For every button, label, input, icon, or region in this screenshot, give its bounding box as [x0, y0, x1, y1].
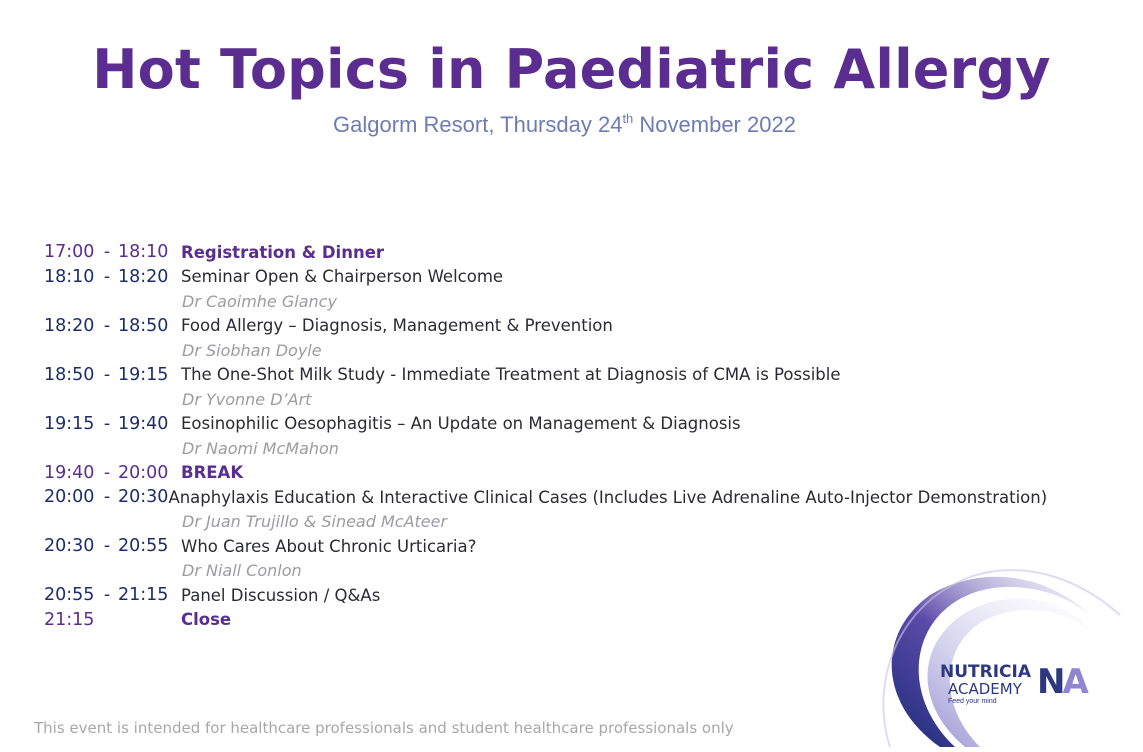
time-separator: - [103, 487, 111, 508]
start-time: 19:15 [44, 413, 95, 434]
page-title: Hot Topics in Paediatric Allergy [92, 38, 1051, 101]
logo-tagline: Feed your mind [948, 698, 997, 705]
end-time: 18:10 [118, 242, 169, 263]
speaker-row [44, 289, 1044, 314]
speaker-name: Dr Siobhan Doyle [182, 340, 322, 360]
end-time: 19:15 [118, 364, 169, 385]
nutricia-academy-logo [940, 663, 1086, 707]
end-time: 21:15 [118, 585, 169, 606]
speaker-row [44, 387, 1044, 412]
agenda-time [44, 365, 181, 385]
session-title: Close [181, 610, 232, 630]
session-title: Eosinophilic Oesophagitis – An Update on Management & Diagnosis [181, 414, 741, 434]
agenda-item [44, 363, 1044, 388]
session-title: Panel Discussion / Q&As [181, 585, 381, 605]
time-separator: - [103, 536, 111, 557]
agenda-item [44, 534, 1044, 559]
speaker-name: Dr Naomi McMahon [182, 438, 339, 458]
end-time: 19:40 [118, 413, 169, 434]
session-title: Registration & Dinner [181, 242, 385, 262]
session-title: Who Cares About Chronic Urticaria? [181, 536, 477, 556]
start-time: 20:30 [44, 536, 95, 557]
agenda-time [44, 610, 181, 630]
start-time: 18:20 [44, 315, 95, 336]
time-separator: - [103, 364, 111, 385]
speaker-row [44, 338, 1044, 363]
agenda-item [44, 461, 1044, 486]
agenda-item [44, 240, 1044, 265]
start-time: 19:40 [44, 462, 95, 483]
time-separator: - [103, 413, 111, 434]
speaker-name: Dr Niall Conlon [182, 561, 302, 581]
logo-wordmark-academy: ACADEMY [948, 680, 1022, 698]
start-time: 18:10 [44, 266, 95, 287]
speaker-name: Dr Yvonne D’Art [182, 389, 312, 409]
agenda-time [44, 242, 181, 262]
subtitle-ordinal: th [622, 111, 634, 126]
end-time: 20:55 [118, 536, 169, 557]
start-time: 20:00 [44, 487, 95, 508]
agenda-time [44, 463, 181, 483]
disclaimer: This event is intended for healthcare professionals and student healthcare professionals only [34, 719, 734, 737]
agenda-time [44, 316, 181, 336]
agenda-item [44, 314, 1044, 339]
agenda-time [44, 585, 181, 605]
session-title: Seminar Open & Chairperson Welcome [181, 267, 504, 287]
subtitle-venue-date: Galgorm Resort, Thursday 24 [333, 112, 623, 137]
agenda-time [44, 267, 181, 287]
session-title: Food Allergy – Diagnosis, Management & Prevention [181, 316, 613, 336]
start-time: 17:00 [44, 242, 95, 263]
start-time: 18:50 [44, 364, 95, 385]
event-subtitle [0, 112, 1129, 138]
time-separator: - [103, 585, 111, 606]
end-time: 20:30 [118, 487, 169, 508]
time-separator: - [103, 315, 111, 336]
agenda-item [44, 265, 1044, 290]
agenda-time [44, 414, 181, 434]
agenda-item [44, 485, 1048, 510]
speaker-name: Dr Caoimhe Glancy [182, 291, 337, 311]
session-title: The One-Shot Milk Study - Immediate Treatment at Diagnosis of CMA is Possible [181, 365, 841, 385]
speaker-row [44, 436, 1044, 461]
logo-wordmark-nutricia: NUTRICIA [940, 662, 1032, 682]
subtitle-month-year: November 2022 [633, 112, 796, 137]
time-separator: - [103, 266, 111, 287]
logo-monogram-icon: NA [1037, 662, 1086, 702]
time-separator: - [103, 242, 111, 263]
speaker-name: Dr Juan Trujillo & Sinead McAteer [182, 512, 448, 532]
logo-swirl [870, 565, 1143, 747]
session-title: BREAK [181, 463, 244, 483]
start-time: 20:55 [44, 585, 95, 606]
agenda-item [44, 412, 1044, 437]
session-title: Anaphylaxis Education & Interactive Clinical Cases (Includes Live Adrenaline Auto-Injector Demonstration) [168, 487, 1048, 507]
end-time: 18:20 [118, 266, 169, 287]
agenda-time [44, 536, 181, 556]
agenda-time [44, 487, 168, 507]
speaker-row [44, 510, 1044, 535]
start-time: 21:15 [44, 609, 95, 630]
end-time: 20:00 [118, 462, 169, 483]
end-time: 18:50 [118, 315, 169, 336]
time-separator: - [103, 462, 111, 483]
